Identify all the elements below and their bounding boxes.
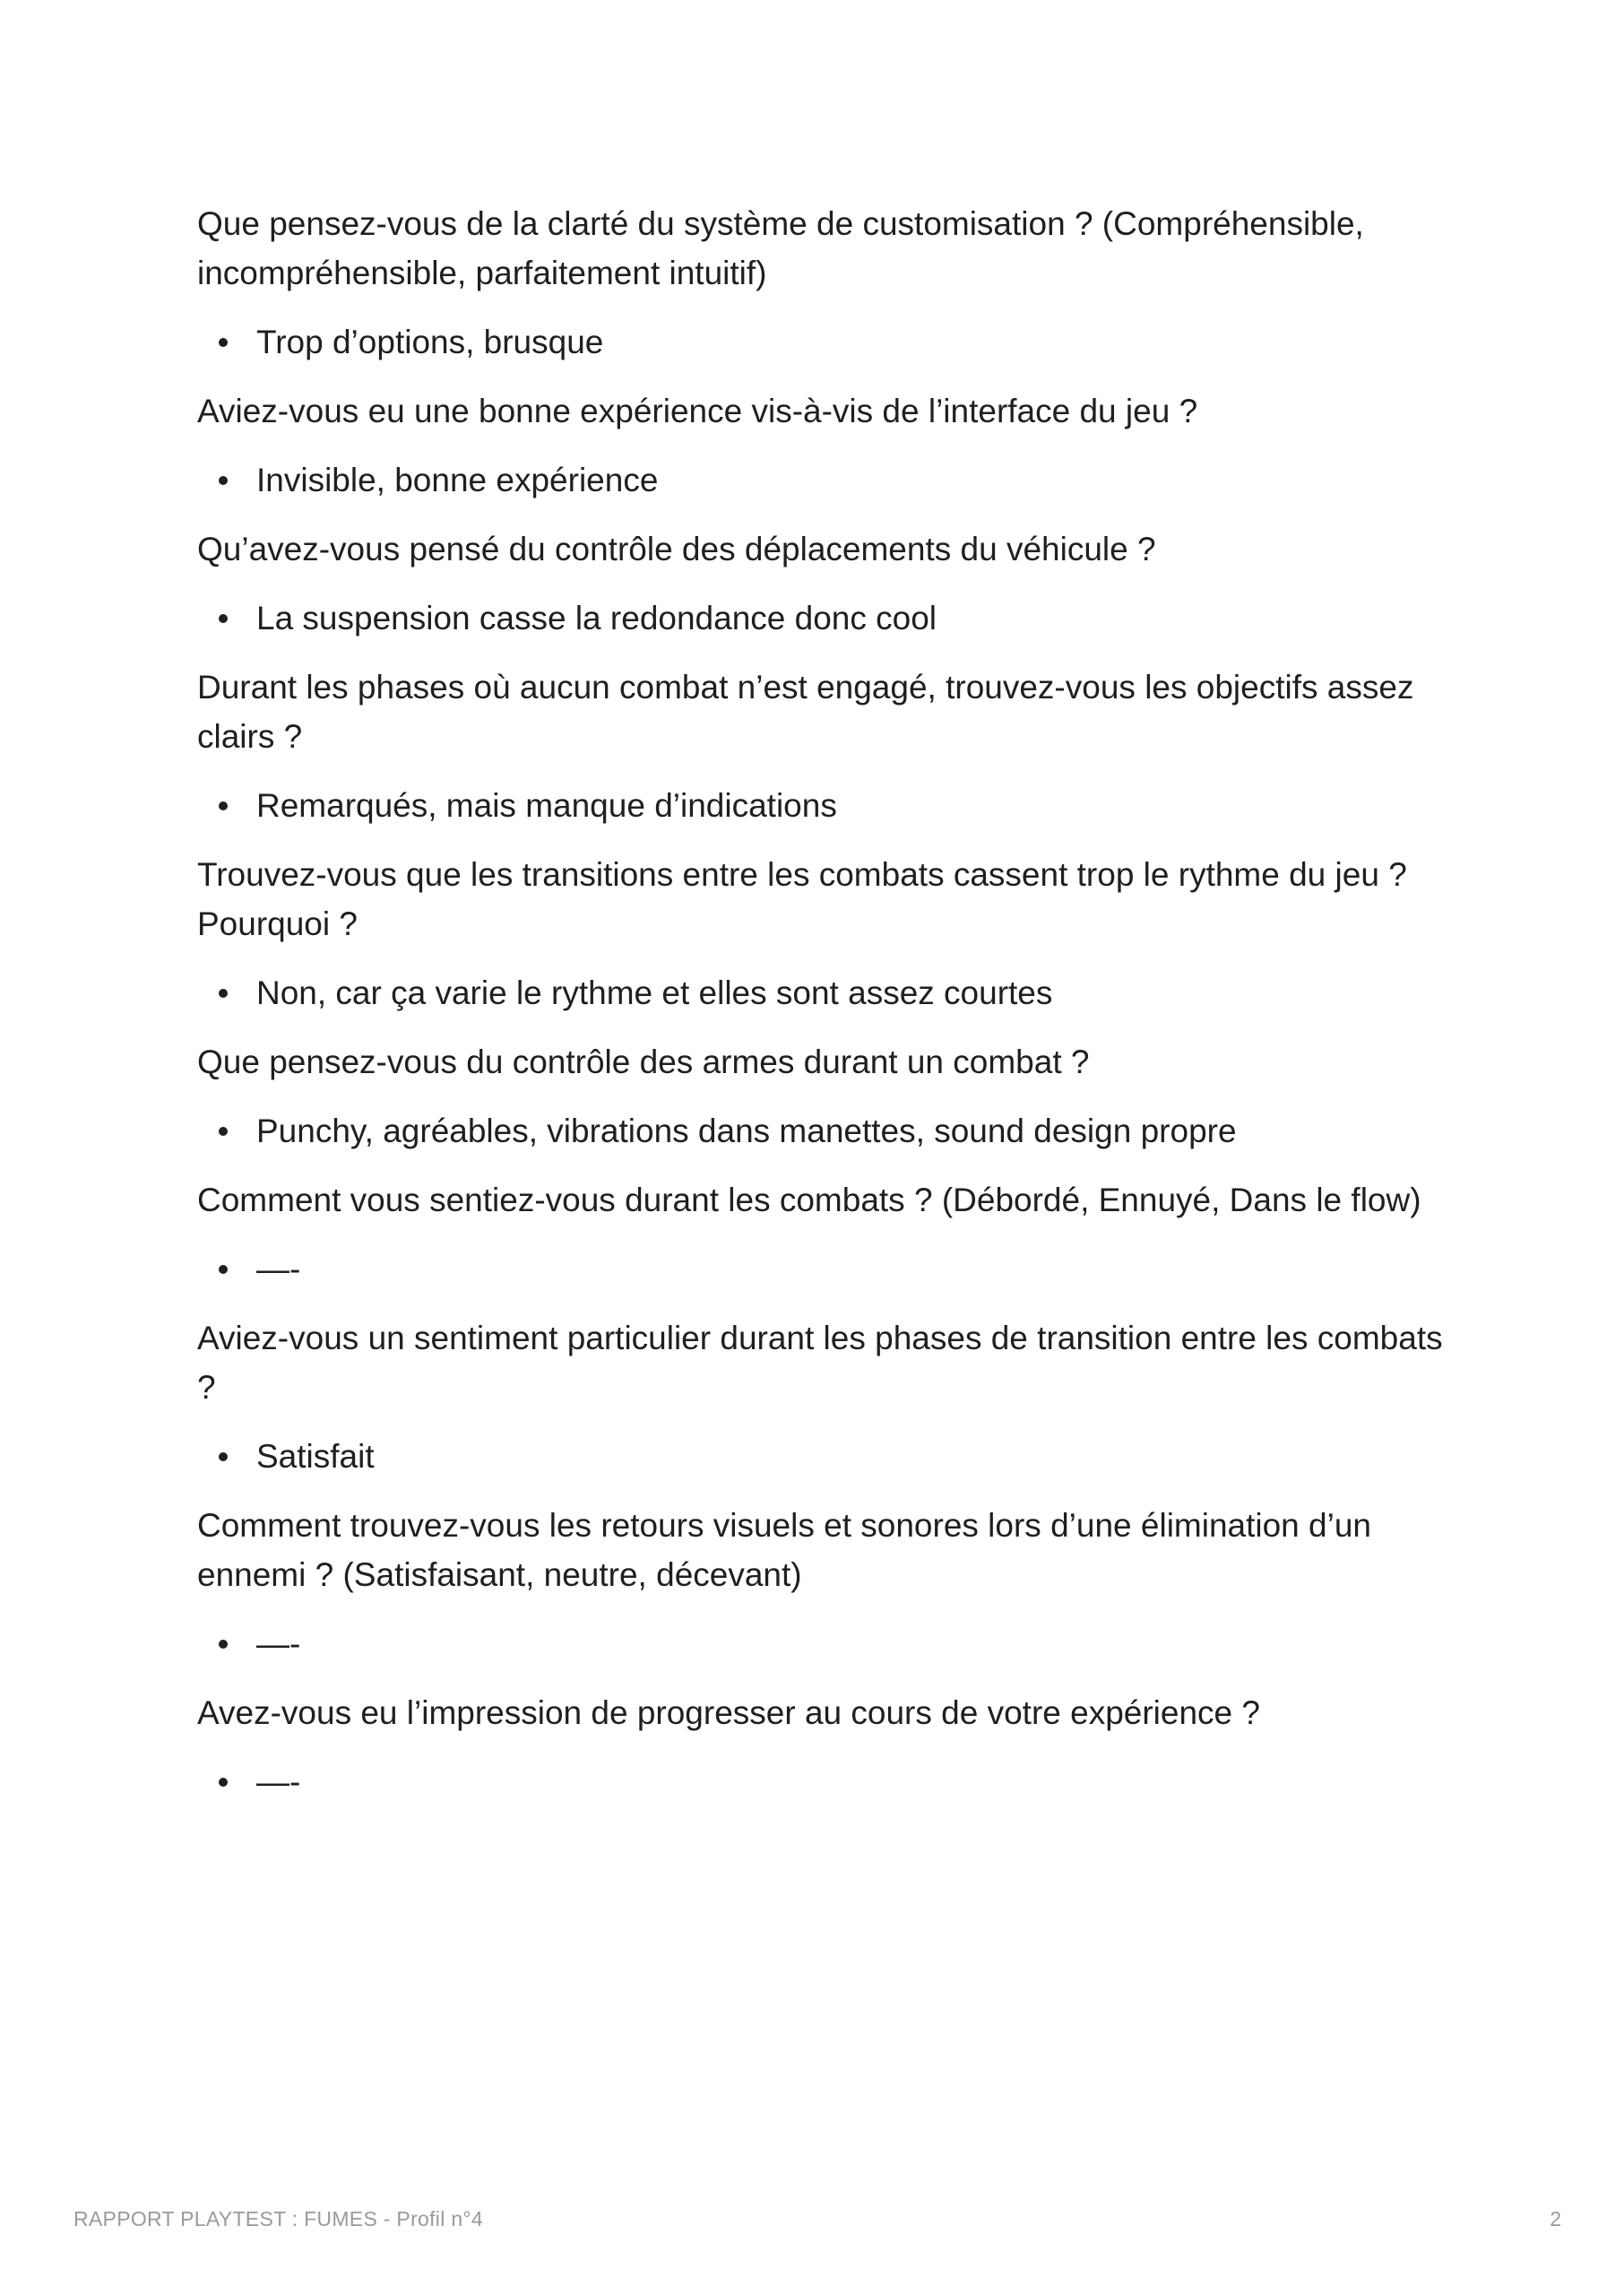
bullet-icon <box>219 989 228 998</box>
answer-item <box>197 1757 1452 1806</box>
answer-list <box>197 593 1452 643</box>
bullet-icon <box>219 1452 228 1461</box>
answer-text: Invisible, bonne expérience <box>256 462 659 498</box>
bullet-icon <box>219 1265 228 1274</box>
answer-item <box>197 455 1452 505</box>
question-text: Aviez-vous un sentiment particulier durant les phases de transition entre les combats ? <box>197 1320 1443 1406</box>
answer-item <box>197 593 1452 643</box>
answer-text: La suspension casse la redondance donc cool <box>256 600 937 637</box>
questionnaire <box>197 199 1452 1826</box>
answer-text: Punchy, agréables, vibrations dans manettes, sound design propre <box>256 1113 1237 1149</box>
answer-list <box>197 1106 1452 1156</box>
question-text: Comment trouvez-vous les retours visuels et sonores lors d’une élimination d’un ennemi ? (Satisfaisant, neutre, décevant) <box>197 1507 1371 1593</box>
question-text: Que pensez-vous de la clarté du système de customisation ? (Compréhensible, incompréhensible, parfaitement intuitif) <box>197 205 1364 291</box>
page-number: 2 <box>1550 2207 1561 2230</box>
bullet-icon <box>219 1778 228 1787</box>
question-text: Aviez-vous eu une bonne expérience vis-à-vis de l’interface du jeu ? <box>197 393 1198 429</box>
answer-list <box>197 1244 1452 1294</box>
question-text: Que pensez-vous du contrôle des armes durant un combat ? <box>197 1044 1090 1080</box>
answer-list <box>197 455 1452 505</box>
answer-item <box>197 968 1452 1018</box>
answer-text: —- <box>256 1251 301 1287</box>
answer-list <box>197 317 1452 367</box>
question-text: Trouvez-vous que les transitions entre les combats cassent trop le rythme du jeu ? Pourquoi ? <box>197 856 1407 942</box>
question-text: Qu’avez-vous pensé du contrôle des déplacements du véhicule ? <box>197 531 1156 567</box>
bullet-icon <box>219 476 228 485</box>
answer-text: Trop d’options, brusque <box>256 324 604 360</box>
answer-item <box>197 1244 1452 1294</box>
answer-list <box>197 1757 1452 1806</box>
bullet-icon <box>219 338 228 347</box>
answer-list <box>197 1432 1452 1481</box>
answer-list <box>197 781 1452 830</box>
question-text: Avez-vous eu l’impression de progresser au cours de votre expérience ? <box>197 1694 1260 1731</box>
answer-item <box>197 317 1452 367</box>
bullet-icon <box>219 614 228 623</box>
answer-item <box>197 1432 1452 1481</box>
bullet-icon <box>219 801 228 810</box>
answer-list <box>197 1619 1452 1668</box>
bullet-icon <box>219 1640 228 1649</box>
answer-item <box>197 1106 1452 1156</box>
question-text: Comment vous sentiez-vous durant les combats ? (Débordé, Ennuyé, Dans le flow) <box>197 1182 1421 1218</box>
question-text: Durant les phases où aucun combat n’est engagé, trouvez-vous les objectifs assez clairs ? <box>197 669 1414 755</box>
answer-text: —- <box>256 1625 301 1662</box>
answer-item <box>197 1619 1452 1668</box>
bullet-icon <box>219 1127 228 1136</box>
answer-text: Non, car ça varie le rythme et elles sont assez courtes <box>256 974 1053 1011</box>
answer-item <box>197 781 1452 830</box>
answer-text: —- <box>256 1763 301 1800</box>
answer-text: Remarqués, mais manque d’indications <box>256 787 837 824</box>
answer-text: Satisfait <box>256 1438 375 1475</box>
answer-list <box>197 968 1452 1018</box>
footer-title: RAPPORT PLAYTEST : FUMES - Profil n°4 <box>73 2207 483 2230</box>
